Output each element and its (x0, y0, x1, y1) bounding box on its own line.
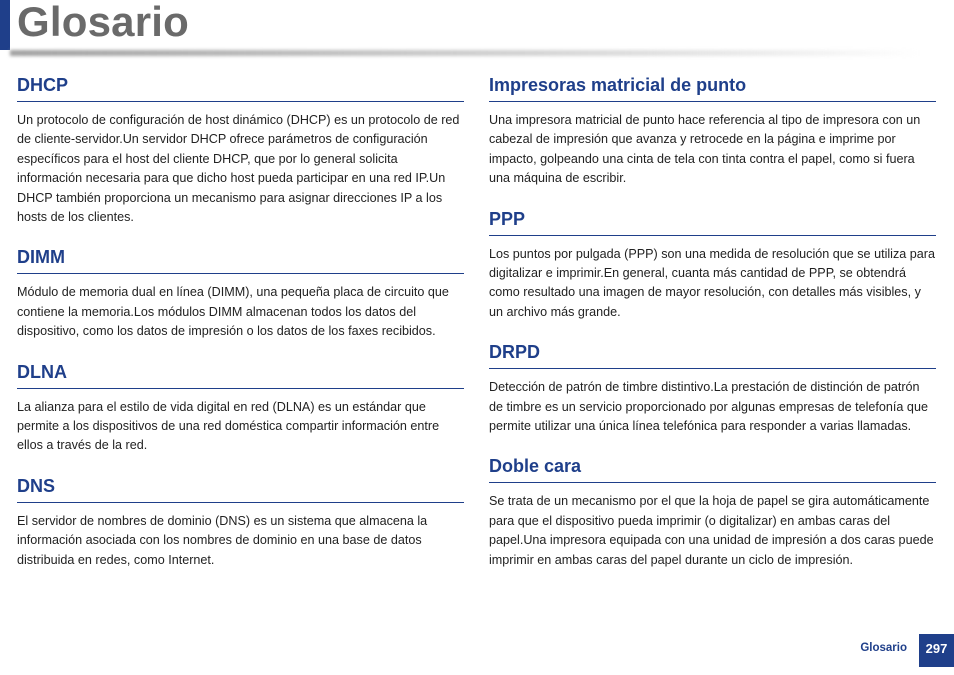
title-underline-shadow (10, 50, 920, 56)
glossary-entry-ppp (489, 207, 936, 323)
right-column (489, 73, 936, 588)
entry-term: DHCP (17, 73, 464, 102)
left-column (17, 73, 464, 588)
page-title: Glosario (17, 0, 189, 45)
glossary-entry-dot-matrix (489, 73, 936, 189)
glossary-entry-duplex (489, 454, 936, 570)
entry-term: DIMM (17, 245, 464, 274)
entry-term: DLNA (17, 360, 464, 389)
entry-definition: Módulo de memoria dual en línea (DIMM), una pequeña placa de circuito que contiene la memoria.Los módulos DIMM almacenan todos los datos del dispositivo, como los datos de impresión o los datos de los faxes recibidos. (17, 285, 449, 339)
entry-term: PPP (489, 207, 936, 236)
entry-definition: Una impresora matricial de punto hace referencia al tipo de impresora con un cabezal de impresión que avanza y retrocede en la página e imprime por impacto, golpeando una cinta de tela con tinta contra el papel, como si fuera una máquina de escribir. (489, 113, 921, 186)
footer-section-link[interactable]: Glosario (860, 642, 907, 654)
header-accent-bar (0, 0, 10, 50)
entry-definition: Los puntos por pulgada (PPP) son una medida de resolución que se utiliza para digitalizar e imprimir.En general, cuanta más cantidad de PPP, se obtendrá como resultado una imagen de mayor resolución, con detalles más visibles, y un archivo más grande. (489, 246, 935, 319)
entry-definition: El servidor de nombres de dominio (DNS) es un sistema que almacena la información asociada con los nombres de dominio en una base de datos distribuida en redes, como Internet. (17, 513, 428, 567)
entry-definition: Detección de patrón de timbre distintivo.La prestación de distinción de patrón de timbre es un servicio proporcionado por algunas empresas de telefonía que permite utilizar una única línea telefónica para responder a varias llamadas. (489, 380, 928, 434)
glossary-entry-dlna (17, 360, 464, 456)
entry-definition: Un protocolo de configuración de host dinámico (DHCP) es un protocolo de red de cliente-servidor.Un servidor DHCP ofrece parámetros de configuración específicos para el host del cliente DHCP, que por lo general solicita información necesaria para que dicho host pueda participar en una red IP.Un DHCP también proporciona un mecanismo para asignar direcciones IP a los hosts de los clientes. (17, 113, 460, 225)
glossary-entry-dimm (17, 245, 464, 341)
glossary-entry-drpd (489, 340, 936, 436)
entry-definition: Se trata de un mecanismo por el que la hoja de papel se gira automáticamente para que el dispositivo pueda imprimir (o digitalizar) en ambas caras del papel.Una impresora equipada con una unidad de impresión a dos caras puede imprimir en ambas caras del papel durante un ciclo de impresión. (489, 494, 934, 567)
page-number-badge: 297 (919, 634, 954, 667)
entry-definition: La alianza para el estilo de vida digital en red (DLNA) es un estándar que permite a los dispositivos de una red doméstica compartir información entre ellos a través de la red. (17, 399, 440, 453)
entry-term: Doble cara (489, 454, 936, 483)
entry-term: DRPD (489, 340, 936, 369)
glossary-entry-dns (17, 474, 464, 570)
entry-term: Impresoras matricial de punto (489, 73, 936, 102)
glossary-entry-dhcp (17, 73, 464, 227)
entry-term: DNS (17, 474, 464, 503)
